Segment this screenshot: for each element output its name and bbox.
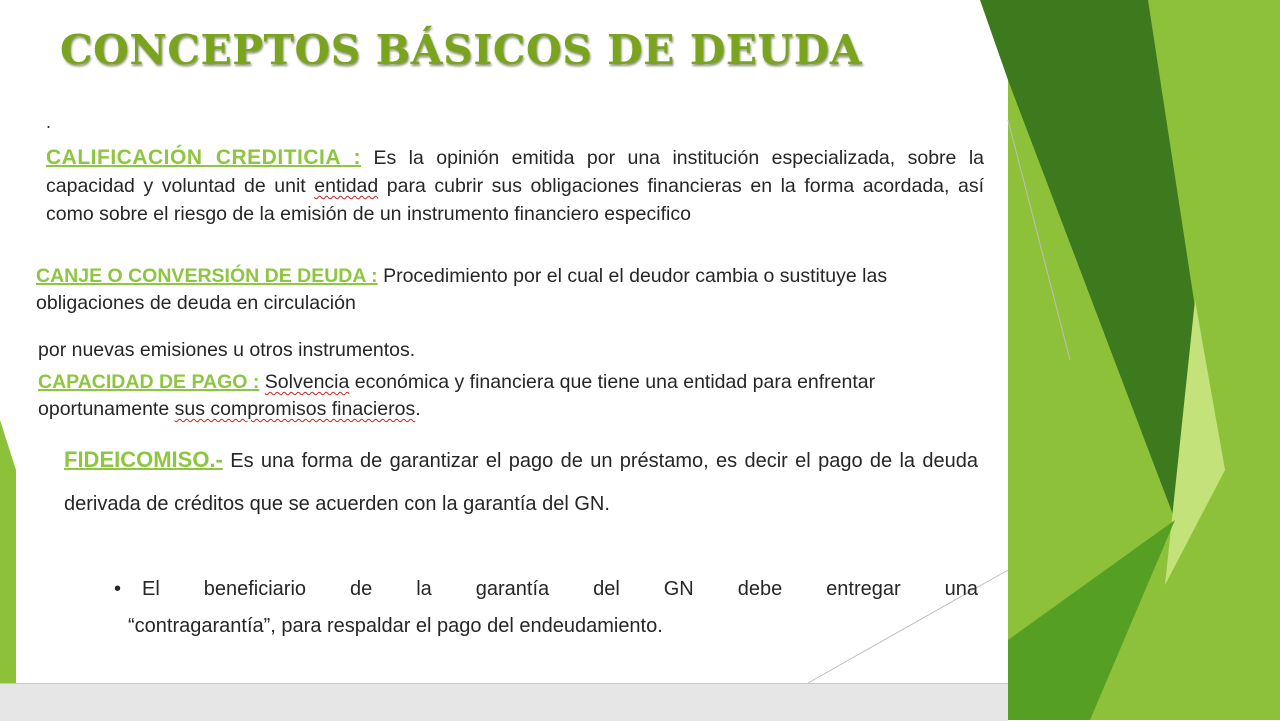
fideicomiso-bullet-line2: “contragarantía”, para respaldar el pago del endeudamiento. — [128, 615, 663, 637]
canje-text: Procedimiento por el cual el deudor cambia o sustituye las obligaciones de deuda en circulación — [36, 265, 888, 314]
spellcheck-word-solvencia: Solvencia — [264, 371, 350, 393]
slide-title: CONCEPTOS BÁSICOS DE DEUDA — [60, 26, 863, 74]
calificacion-text-a: Es la opinión emitida por una institución especializada, sobre la capacidad y voluntad de unit — [46, 147, 984, 197]
spellcheck-phrase-compromisos: sus compromisos finacieros — [174, 398, 416, 420]
bullet-text-line1: El beneficiario de la garantía del GN debe entregar una — [142, 578, 978, 600]
fideicomiso-paragraph — [64, 438, 978, 526]
fideicomiso-term: FIDEICOMISO.- — [64, 447, 223, 472]
calificacion-paragraph — [46, 144, 984, 228]
capacidad-term: CAPACIDAD DE PAGO : — [38, 371, 260, 393]
bullet-icon: • — [114, 578, 122, 600]
stray-dot: . — [46, 112, 52, 132]
bottom-status-bar — [0, 683, 1008, 721]
slide-content — [16, 0, 1008, 720]
capacidad-text-a: económica y financiera que tiene una entidad para enfrentar oportunamente — [38, 371, 876, 420]
calificacion-text-b: para cubrir sus obligaciones financieras en la forma acordada, así como sobre el riesgo de la emisión de un instrumento financiero especifico — [46, 175, 984, 225]
fideicomiso-text: Es una forma de garantizar el pago de un préstamo, es decir el pago de la deuda derivada de créditos que se acuerden con la garantía del GN. — [64, 450, 978, 515]
spellcheck-word-entidad: entidad — [314, 175, 379, 197]
canje-continuation: por nuevas emisiones u otros instrumentos. — [38, 339, 416, 361]
calificacion-term: CALIFICACIÓN CREDITICIA : — [46, 146, 362, 169]
fideicomiso-bullet-line1 — [114, 568, 978, 611]
capacidad-text-b: . — [415, 398, 421, 420]
canje-paragraph — [36, 263, 966, 317]
canje-term: CANJE O CONVERSIÓN DE DEUDA : — [36, 265, 378, 287]
capacidad-paragraph — [38, 369, 968, 423]
